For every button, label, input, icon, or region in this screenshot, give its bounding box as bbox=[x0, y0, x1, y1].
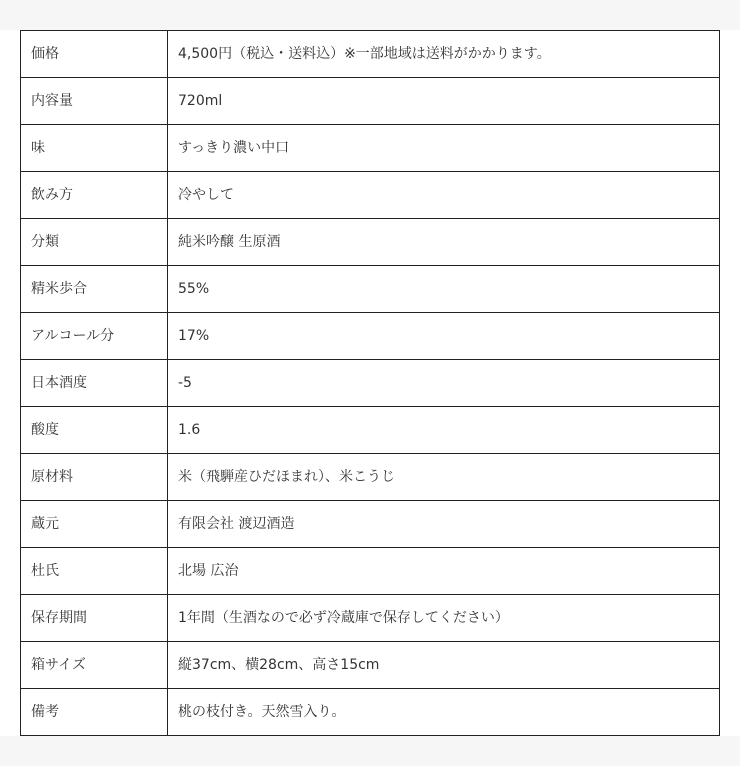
spec-label-price: 価格 bbox=[21, 31, 168, 78]
spec-label-acidity: 酸度 bbox=[21, 407, 168, 454]
spec-value-notes: 桃の枝付き。天然雪入り。 bbox=[168, 689, 720, 736]
table-row bbox=[21, 266, 720, 313]
spec-value-box-size: 縦37cm、横28cm、高さ15cm bbox=[168, 642, 720, 689]
spec-label-category: 分類 bbox=[21, 219, 168, 266]
spec-value-sake-meter: -5 bbox=[168, 360, 720, 407]
table-row bbox=[21, 313, 720, 360]
table-row bbox=[21, 595, 720, 642]
spec-label-taste: 味 bbox=[21, 125, 168, 172]
spec-label-alcohol: アルコール分 bbox=[21, 313, 168, 360]
table-row bbox=[21, 219, 720, 266]
spec-value-storage-period: 1年間（生酒なので必ず冷蔵庫で保存してください） bbox=[168, 595, 720, 642]
spec-label-ingredients: 原材料 bbox=[21, 454, 168, 501]
spec-value-acidity: 1.6 bbox=[168, 407, 720, 454]
spec-value-polishing-ratio: 55% bbox=[168, 266, 720, 313]
spec-label-brewery: 蔵元 bbox=[21, 501, 168, 548]
table-row bbox=[21, 31, 720, 78]
spec-value-category: 純米吟醸 生原酒 bbox=[168, 219, 720, 266]
spec-label-storage-period: 保存期間 bbox=[21, 595, 168, 642]
spec-value-price: 4,500円（税込・送料込）※一部地域は送料がかかります。 bbox=[168, 31, 720, 78]
spec-label-brewmaster: 杜氏 bbox=[21, 548, 168, 595]
spec-value-brewery: 有限会社 渡辺酒造 bbox=[168, 501, 720, 548]
table-row bbox=[21, 642, 720, 689]
table-row bbox=[21, 407, 720, 454]
table-row bbox=[21, 125, 720, 172]
spec-label-notes: 備考 bbox=[21, 689, 168, 736]
spec-value-brewmaster: 北場 広治 bbox=[168, 548, 720, 595]
table-row bbox=[21, 501, 720, 548]
spec-value-ingredients: 米（飛騨産ひだほまれ）、米こうじ bbox=[168, 454, 720, 501]
spec-value-taste: すっきり濃い中口 bbox=[168, 125, 720, 172]
table-row bbox=[21, 78, 720, 125]
spec-label-serving: 飲み方 bbox=[21, 172, 168, 219]
spec-label-volume: 内容量 bbox=[21, 78, 168, 125]
product-spec-table bbox=[20, 30, 720, 736]
spec-label-box-size: 箱サイズ bbox=[21, 642, 168, 689]
spec-value-serving: 冷やして bbox=[168, 172, 720, 219]
spec-label-sake-meter: 日本酒度 bbox=[21, 360, 168, 407]
table-row bbox=[21, 548, 720, 595]
table-row bbox=[21, 360, 720, 407]
spec-value-volume: 720ml bbox=[168, 78, 720, 125]
spec-label-polishing-ratio: 精米歩合 bbox=[21, 266, 168, 313]
table-row bbox=[21, 454, 720, 501]
spec-value-alcohol: 17% bbox=[168, 313, 720, 360]
table-row bbox=[21, 689, 720, 736]
table-row bbox=[21, 172, 720, 219]
